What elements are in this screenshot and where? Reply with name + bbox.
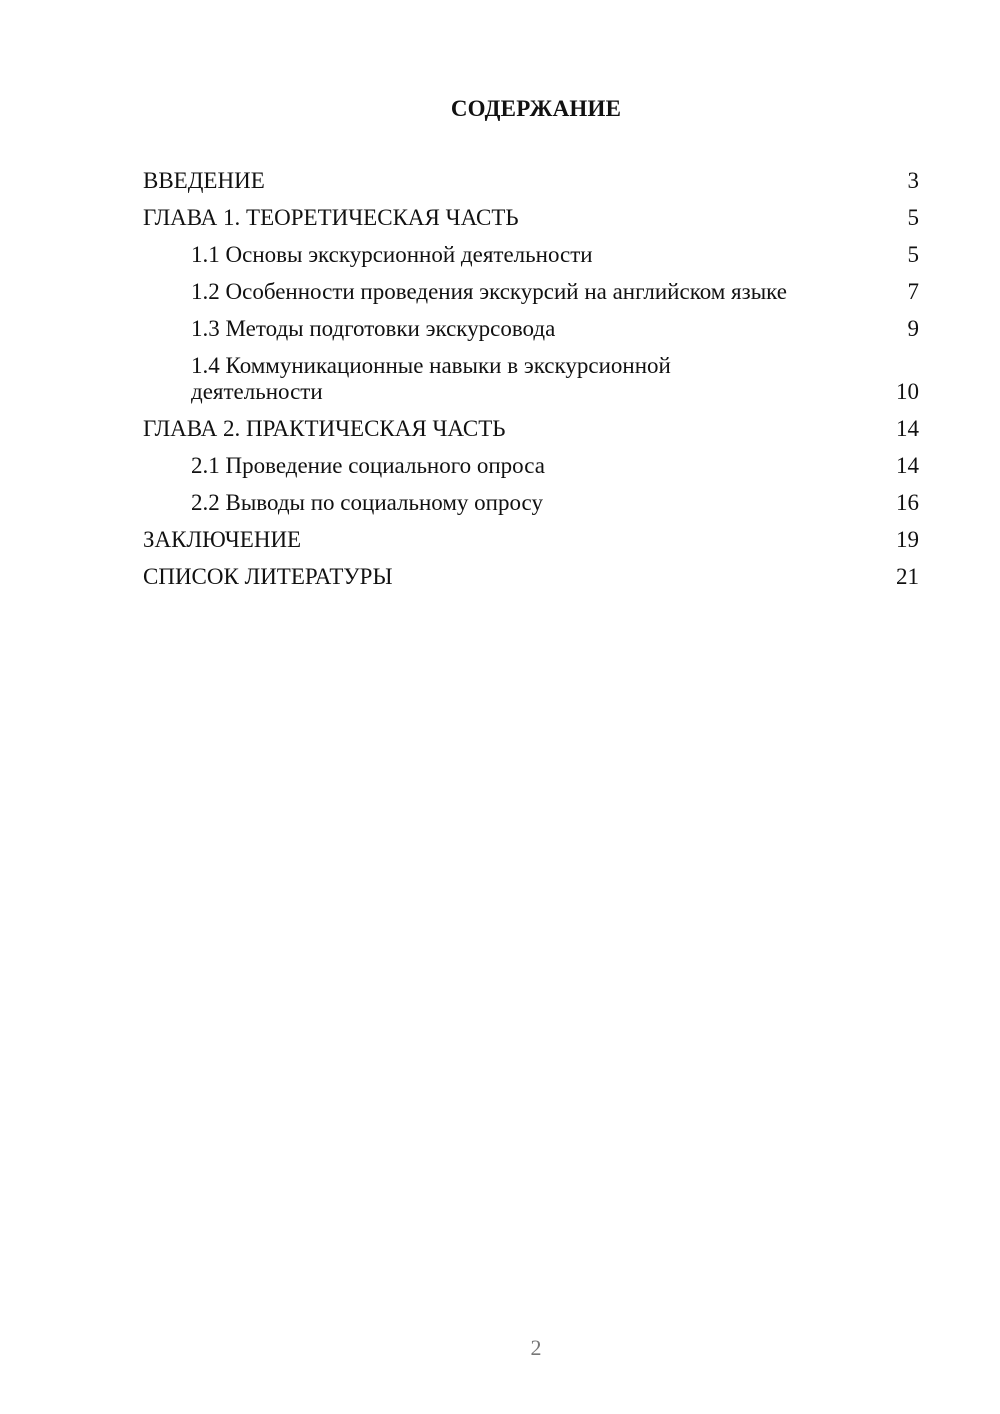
toc-entry-page: 7 <box>907 279 919 304</box>
toc-entry-title: 1.1 Основы экскурсионной деятельности <box>191 242 593 267</box>
toc-entry-introduction[interactable] <box>143 168 919 194</box>
toc-entry-title: СПИСОК ЛИТЕРАТУРЫ <box>143 564 393 589</box>
toc-entry-page: 19 <box>896 527 919 552</box>
toc-entry-section-2-2[interactable] <box>143 490 919 516</box>
toc-entry-section-1-4[interactable] <box>143 353 919 405</box>
toc-entry-page: 21 <box>896 564 919 589</box>
toc-entry-page: 9 <box>907 316 919 341</box>
toc-entry-chapter-2[interactable] <box>143 416 919 442</box>
page-number: 2 <box>530 1335 542 1360</box>
toc-entry-page: 3 <box>907 168 919 193</box>
toc-entry-title: 2.2 Выводы по социальному опросу <box>191 490 543 515</box>
toc-entry-title: ГЛАВА 2. ПРАКТИЧЕСКАЯ ЧАСТЬ <box>143 416 506 441</box>
toc-entry-conclusion[interactable] <box>143 527 919 553</box>
toc-entry-chapter-1[interactable] <box>143 205 919 231</box>
toc-entry-title: 2.1 Проведение социального опроса <box>191 453 545 478</box>
toc-entry-page: 16 <box>896 490 919 515</box>
toc-entry-title: 1.4 Коммуникационные навыки в экскурсионной деятельности <box>191 353 671 404</box>
toc-entry-section-1-3[interactable] <box>143 316 919 342</box>
toc-entry-page: 14 <box>896 453 919 478</box>
toc-entry-page: 5 <box>907 205 919 230</box>
toc-entry-title: ГЛАВА 1. ТЕОРЕТИЧЕСКАЯ ЧАСТЬ <box>143 205 519 230</box>
toc-entry-page: 14 <box>896 416 919 441</box>
toc-entry-title: ЗАКЛЮЧЕНИЕ <box>143 527 302 552</box>
toc-heading: СОДЕРЖАНИЕ <box>450 96 622 121</box>
table-of-contents <box>143 168 919 601</box>
toc-entry-section-2-1[interactable] <box>143 453 919 479</box>
toc-entry-section-1-2[interactable] <box>143 279 919 305</box>
toc-entry-page: 10 <box>896 379 919 404</box>
toc-entry-bibliography[interactable] <box>143 564 919 590</box>
toc-entry-title: 1.3 Методы подготовки экскурсовода <box>191 316 556 341</box>
toc-entry-section-1-1[interactable] <box>143 242 919 268</box>
toc-entry-title: ВВЕДЕНИЕ <box>143 168 265 193</box>
toc-entry-title: 1.2 Особенности проведения экскурсий на английском языке <box>191 279 787 304</box>
toc-entry-page: 5 <box>907 242 919 267</box>
